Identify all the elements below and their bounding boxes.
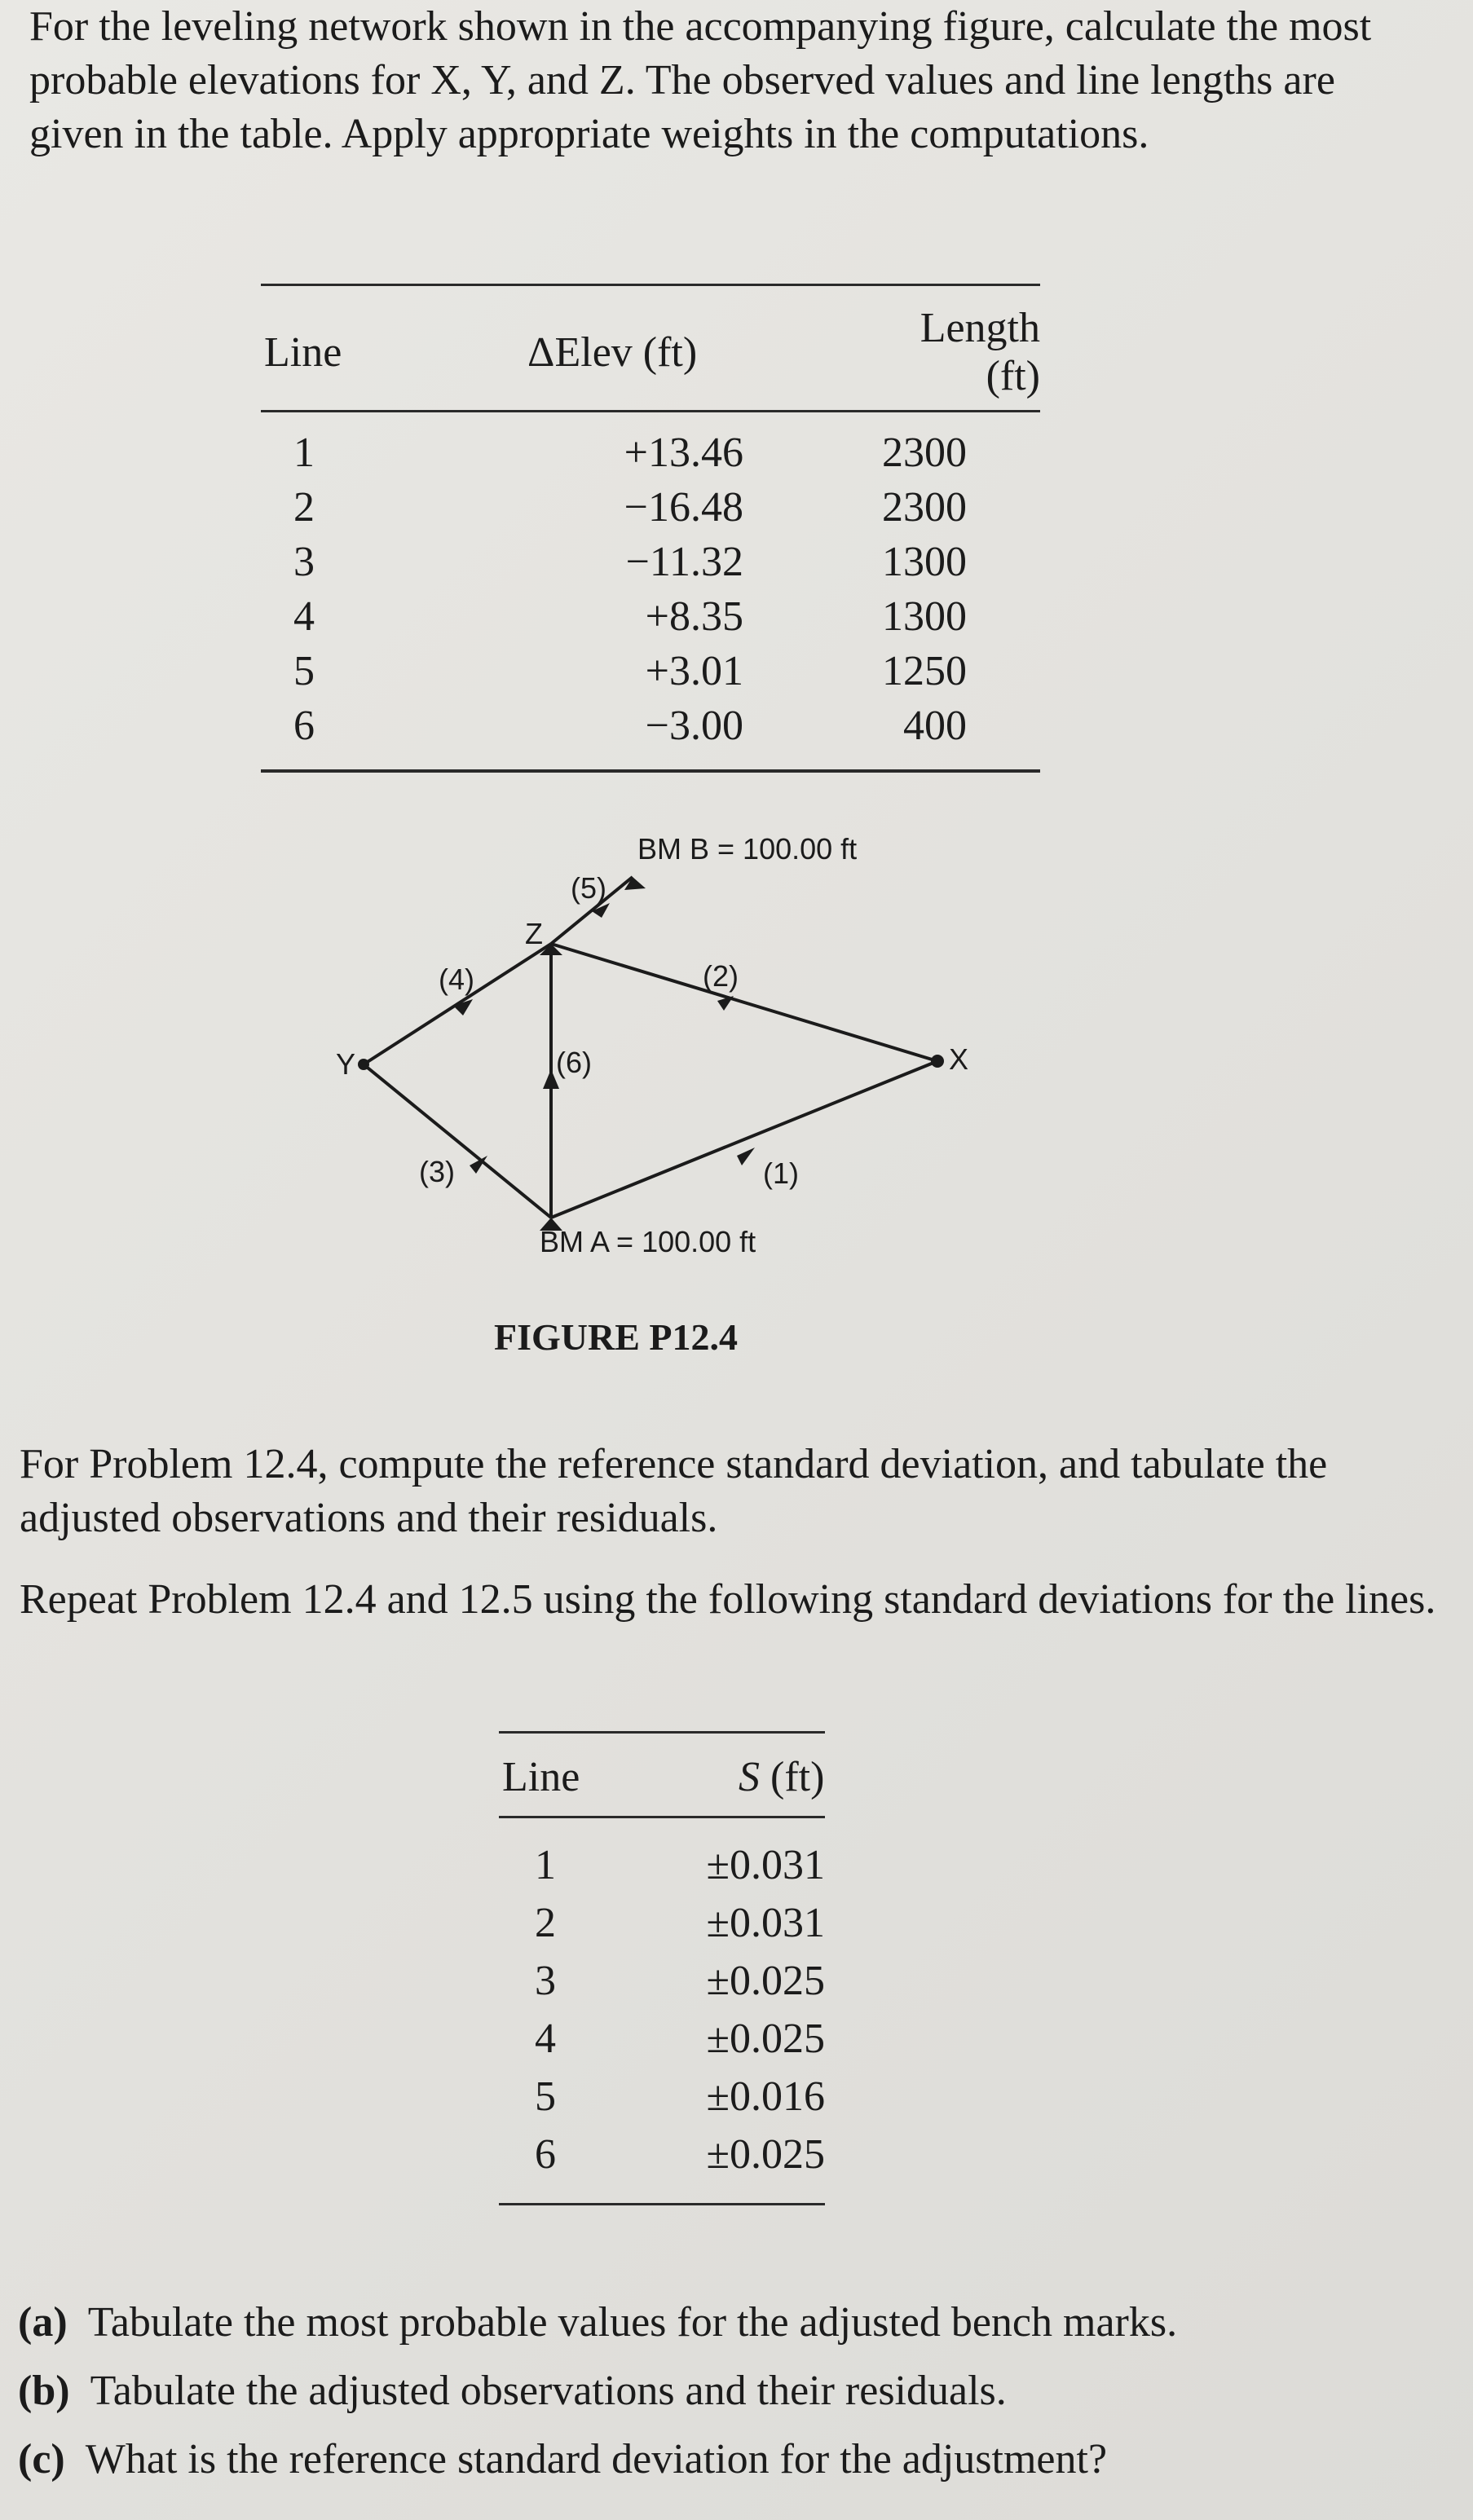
part-text: Tabulate the adjusted observations and their residuals. [90,2368,1007,2414]
part-text: Tabulate the most probable values for the adjusted bench marks. [87,2299,1178,2346]
line-1-label: (1) [763,1156,799,1190]
header-line: Line [499,1733,698,1817]
table-row [499,1952,825,2010]
cell-s: ±0.025 [706,1958,825,2004]
arrow-1-marker [737,1148,755,1165]
cell-line: 6 [499,2126,698,2205]
problem-12-4-text: For the leveling network shown in the accompanying figure, calculate the most probable elevations for X, Y, and Z. The observed values and line lengths are given in the table. Apply appropriate weights in the computations. [29,3,1372,157]
network-line-2 [551,944,937,1061]
cell-line: 4 [293,593,315,640]
table-row [499,2010,825,2068]
line-2-label: (2) [703,959,739,993]
network-line-1 [551,1061,937,1218]
cell-delev: +8.35 [645,593,743,640]
cell-delev: +3.01 [645,648,743,694]
cell-delev: −11.32 [625,539,743,585]
header-line: Line [261,285,454,412]
cell-line: 3 [293,539,315,585]
cell-line: 6 [261,698,454,771]
cell-length: 2300 [882,484,967,531]
bm-a-label: BM A = 100.00 ft [540,1225,756,1258]
cell-length: 400 [882,698,1040,771]
cell-line: 5 [293,648,315,694]
header-s [698,1733,825,1817]
z-label: Z [525,917,543,950]
table-row [499,1894,825,1952]
part-b [18,2357,1469,2425]
cell-line: 2 [535,1900,556,1946]
line-4-label: (4) [439,963,474,996]
part-text: What is the reference standard deviation for the adjustment? [85,2436,1108,2483]
header-length: Length (ft) [882,285,1040,412]
cell-delev: +13.46 [624,430,743,476]
part-label: (c) [18,2436,65,2483]
part-label: (a) [18,2299,68,2346]
cell-length: 2300 [882,430,967,476]
header-delev: ΔElev (ft) [454,285,882,412]
part-c [18,2425,1469,2494]
table-row [499,2068,825,2126]
y-label: Y [336,1047,356,1081]
cell-length: 1250 [882,648,967,694]
point-y-dot [358,1059,369,1070]
cell-length: 1300 [882,593,967,640]
cell-line: 1 [535,1842,556,1888]
cell-s: ±0.025 [706,2016,825,2062]
cell-length: 1300 [882,539,967,585]
cell-delev: −16.48 [624,484,743,531]
cell-s: ±0.025 [698,2126,825,2205]
cell-line: 5 [535,2073,556,2120]
header-s-symbol: S [739,1754,760,1800]
part-a [18,2289,1469,2357]
network-line-3 [364,1064,551,1218]
cell-s: ±0.016 [706,2073,825,2120]
arrow-5-marker [592,903,610,918]
cell-line: 2 [293,484,315,531]
cell-line: 4 [535,2016,556,2062]
cell-line: 3 [535,1958,556,2004]
table-row [499,1817,825,1895]
line-6-label: (6) [556,1046,592,1079]
header-s-unit: (ft) [760,1754,825,1800]
problem-12-6-text: Repeat Problem 12.4 and 12.5 using the following standard deviations for the lines. [20,1576,1436,1623]
x-label: X [949,1042,969,1076]
standard-deviation-table [499,1731,825,2205]
bm-b-label: BM B = 100.00 ft [637,832,858,866]
cell-delev: −3.00 [454,698,882,771]
problem-12-5-text: For Problem 12.4, compute the reference standard deviation, and tabulate the adjusted observations and their residuals. [20,1441,1328,1541]
figure-caption: FIGURE P12.4 [494,1316,738,1358]
part-label: (b) [18,2368,70,2414]
line-3-label: (3) [419,1155,455,1188]
question-parts [18,2289,1469,2494]
table-row [499,2126,825,2205]
cell-s: ±0.031 [706,1842,825,1888]
cell-line: 1 [293,430,315,476]
point-x-dot [931,1055,944,1068]
bm-b-triangle [624,877,646,890]
line-5-label: (5) [571,871,606,905]
cell-s: ±0.031 [706,1900,825,1946]
